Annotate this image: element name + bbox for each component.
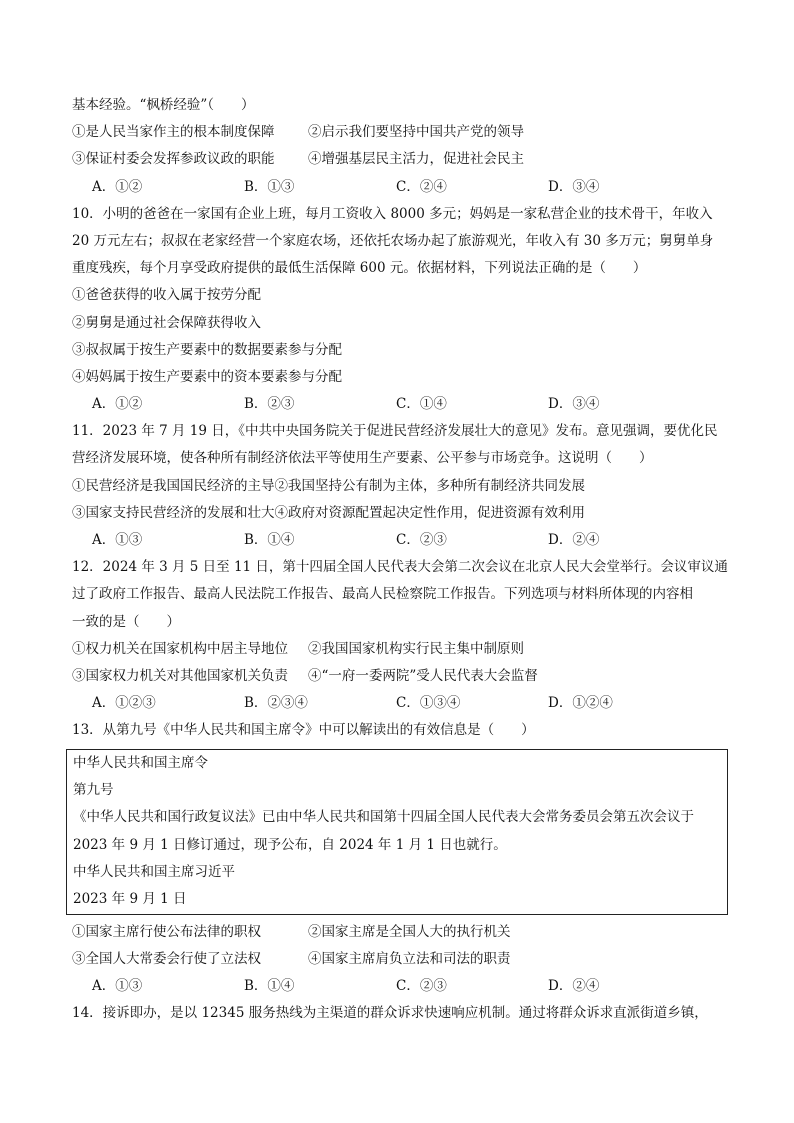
q9-choice-a[interactable]: A．①② bbox=[92, 178, 143, 195]
q12-choice-a[interactable]: A．①②③ bbox=[92, 695, 156, 712]
q14-stem-line: 14．接诉即办，是以 12345 服务热线为主渠道的群众诉求快速响应机制。通过将群众诉求直派街道乡镇， bbox=[72, 1005, 708, 1022]
q12-options-row2 bbox=[72, 663, 722, 690]
q11-choice-b[interactable]: B．①④ bbox=[244, 532, 295, 548]
q10-option-2: ②舅舅是通过社会保障获得收入 bbox=[72, 314, 261, 331]
q10-choice-c[interactable]: C．①④ bbox=[396, 396, 447, 413]
q10-choice-b[interactable]: B．②③ bbox=[244, 396, 295, 413]
decree-line: 2023 年 9 月 1 日修订通过，现予公布，自 2024 年 1 月 1 日也就行。 bbox=[73, 836, 507, 853]
q13-choice-d[interactable]: D．②④ bbox=[548, 978, 600, 995]
q13-option-3: ③全国人大常委会行使了立法权 bbox=[72, 951, 261, 968]
q9-options-row2 bbox=[72, 146, 722, 173]
q10-stem-line: 10．小明的爸爸在一家国有企业上班，每月工资收入 8000 多元；妈妈是一家私营企业的技术骨干，年收入 bbox=[72, 205, 713, 222]
q13-choice-b[interactable]: B．①④ bbox=[244, 978, 295, 995]
q13-decree-box bbox=[66, 749, 728, 915]
q13-choice-a[interactable]: A．①③ bbox=[92, 978, 143, 995]
q10-option-3: ③叔叔属于按生产要素中的数据要素参与分配 bbox=[72, 341, 342, 358]
q9-option-3: ③保证村委会发挥参政议政的职能 bbox=[72, 151, 275, 168]
q10-option-4: ④妈妈属于按生产要素中的资本要素参与分配 bbox=[72, 368, 342, 385]
q13-choice-c[interactable]: C．②③ bbox=[396, 978, 447, 995]
q12-choices bbox=[72, 690, 722, 717]
q12-choice-c[interactable]: C．①③④ bbox=[396, 695, 461, 712]
q13-choices bbox=[72, 973, 722, 1000]
q13-stem: 13．从第九号《中华人民共和国主席令》中可以解读出的有效信息是（ ） bbox=[72, 722, 535, 739]
decree-line: 中华人民共和国主席习近平 bbox=[73, 864, 235, 881]
q13-options-row2 bbox=[72, 946, 722, 973]
q12-option-2: ②我国国家机构实行民主集中制原则 bbox=[308, 640, 524, 657]
q9-choice-d[interactable]: D．③④ bbox=[548, 178, 600, 195]
q12-stem-line: 一致的是（ ） bbox=[72, 613, 180, 630]
q10-choice-d[interactable]: D．③④ bbox=[548, 396, 600, 413]
q9-choice-b[interactable]: B．①③ bbox=[244, 178, 295, 195]
q12-option-4: ④“一府一委两院”受人民代表大会监督 bbox=[308, 667, 538, 684]
decree-line: 《中华人民共和国行政复议法》已由中华人民共和国第十四届全国人民代表大会常务委员会第五次会议于 bbox=[73, 809, 694, 826]
q13-option-2: ②国家主席是全国人大的执行机关 bbox=[308, 923, 511, 940]
q9-option-1: ①是人民当家作主的根本制度保障 bbox=[72, 124, 275, 141]
exam-page bbox=[72, 92, 728, 1028]
q13-option-1: ①国家主席行使公布法律的职权 bbox=[72, 923, 261, 940]
q10-choices bbox=[72, 391, 722, 418]
q13-option-4: ④国家主席肩负立法和司法的职责 bbox=[308, 951, 511, 968]
q9-stem: 基本经验。“枫桥经验”（ ） bbox=[72, 97, 255, 113]
q12-options-row1 bbox=[72, 636, 722, 663]
q11-choice-d[interactable]: D．②④ bbox=[548, 532, 600, 548]
q10-stem-line: 重度残疾，每个月享受政府提供的最低生活保障 600 元。依据材料，下列说法正确的是（ ） bbox=[72, 260, 647, 277]
decree-line: 2023 年 9 月 1 日 bbox=[73, 891, 187, 908]
q11-choices bbox=[72, 527, 722, 554]
q11-stem-line: 营经济发展环境，使各种所有制经济依法平等使用生产要素、公平参与市场竞争。这说明（ ） bbox=[72, 450, 653, 467]
q9-choice-c[interactable]: C．②④ bbox=[396, 178, 447, 195]
q12-choice-b[interactable]: B．②③④ bbox=[244, 695, 308, 712]
q11-options-row1: ①民营经济是我国国民经济的主导②我国坚持公有制为主体，多种所有制经济共同发展 bbox=[72, 477, 585, 494]
q12-stem-line: 过了政府工作报告、最高人民法院工作报告、最高人民检察院工作报告。下列选项与材料所体现的内容相 bbox=[72, 586, 693, 603]
q10-choice-a[interactable]: A．①② bbox=[92, 396, 143, 413]
decree-line: 第九号 bbox=[73, 781, 114, 798]
q10-option-1: ①爸爸获得的收入属于按劳分配 bbox=[72, 287, 261, 304]
q12-choice-d[interactable]: D．①②④ bbox=[548, 695, 613, 712]
q11-stem-line: 11．2023 年 7 月 19 日，《中共中央国务院关于促进民营经济发展壮大的意见》发布。意见强调，要优化民 bbox=[72, 423, 718, 440]
q12-stem-line: 12．2024 年 3 月 5 日至 11 日，第十四届全国人民代表大会第二次会议在北京人民大会堂举行。会议审议通 bbox=[72, 559, 728, 576]
decree-line: 中华人民共和国主席令 bbox=[73, 754, 208, 771]
q11-choice-c[interactable]: C．②③ bbox=[396, 532, 447, 548]
q9-option-2: ②启示我们要坚持中国共产党的领导 bbox=[308, 124, 524, 141]
q9-choices bbox=[72, 174, 722, 201]
q12-option-1: ①权力机关在国家机构中居主导地位 bbox=[72, 640, 288, 657]
q11-choice-a[interactable]: A．①③ bbox=[92, 532, 143, 548]
q10-stem-line: 20 万元左右；叔叔在老家经营一个家庭农场，还依托农场办起了旅游观光，年收入有 30 多万元；舅舅单身 bbox=[72, 232, 714, 249]
q13-options-row1 bbox=[72, 919, 722, 946]
q11-options-row2: ③国家支持民营经济的发展和壮大④政府对资源配置起决定性作用，促进资源有效利用 bbox=[72, 504, 585, 521]
q12-option-3: ③国家权力机关对其他国家机关负责 bbox=[72, 667, 288, 684]
q9-options-row1 bbox=[72, 119, 722, 146]
q9-option-4: ④增强基层民主活力，促进社会民主 bbox=[308, 151, 524, 168]
